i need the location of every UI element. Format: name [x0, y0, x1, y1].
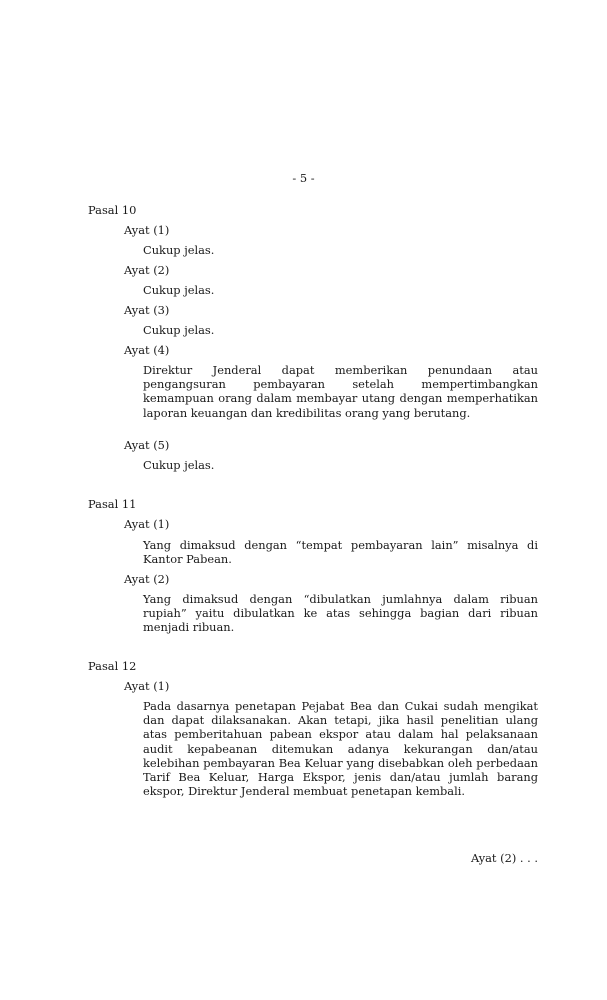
- ayat-text: Cukup jelas.: [143, 283, 215, 297]
- pasal-10-heading: Pasal 10: [88, 203, 137, 217]
- ayat-text: Yang dimaksud dengan “dibulatkan jumlahnya dalam ribuan rupiah” yaitu dibulatkan ke atas sehingga bagian dari ribuan menjadi ribuan.: [143, 592, 538, 635]
- ayat-text: Direktur Jenderal dapat memberikan penundaan atau pengangsuran pembayaran setelah mempertimbangkan kemampuan orang dalam membayar utang dengan memperhatikan laporan keuangan dan kredibilitas orang yang berutang.: [143, 363, 538, 420]
- ayat-label: Ayat (3): [124, 303, 170, 317]
- ayat-text: Cukup jelas.: [143, 458, 215, 472]
- ayat-text: Cukup jelas.: [143, 323, 215, 337]
- pasal-11-heading: Pasal 11: [88, 497, 137, 511]
- ayat-text: Yang dimaksud dengan “tempat pembayaran lain” misalnya di Kantor Pabean.: [143, 538, 538, 567]
- ayat-label: Ayat (4): [124, 343, 170, 357]
- pasal-12-heading: Pasal 12: [88, 659, 137, 673]
- ayat-label: Ayat (2): [124, 572, 170, 586]
- ayat-text: Pada dasarnya penetapan Pejabat Bea dan Cukai sudah mengikat dan dapat dilaksanakan. Akan tetapi, jika hasil penelitian ulang atas pemberitahuan pabean ekspor atau dalam hal pelaksanaan audit kepabeanan ditemukan adanya kekurangan dan/atau kelebihan pembayaran Bea Keluar yang disebabkan oleh perbedaan Tarif Bea Keluar, Harga Ekspor, jenis dan/atau jumlah barang ekspor, Direktur Jenderal membuat penetapan kembali.: [143, 699, 538, 799]
- ayat-text: Cukup jelas.: [143, 243, 215, 257]
- ayat-label: Ayat (1): [124, 223, 170, 237]
- ayat-label: Ayat (5): [124, 438, 170, 452]
- footer-continuation: Ayat (2) . . .: [470, 851, 538, 865]
- ayat-label: Ayat (2): [124, 263, 170, 277]
- page-number: - 5 -: [292, 171, 315, 185]
- ayat-label: Ayat (1): [124, 517, 170, 531]
- ayat-label: Ayat (1): [124, 679, 170, 693]
